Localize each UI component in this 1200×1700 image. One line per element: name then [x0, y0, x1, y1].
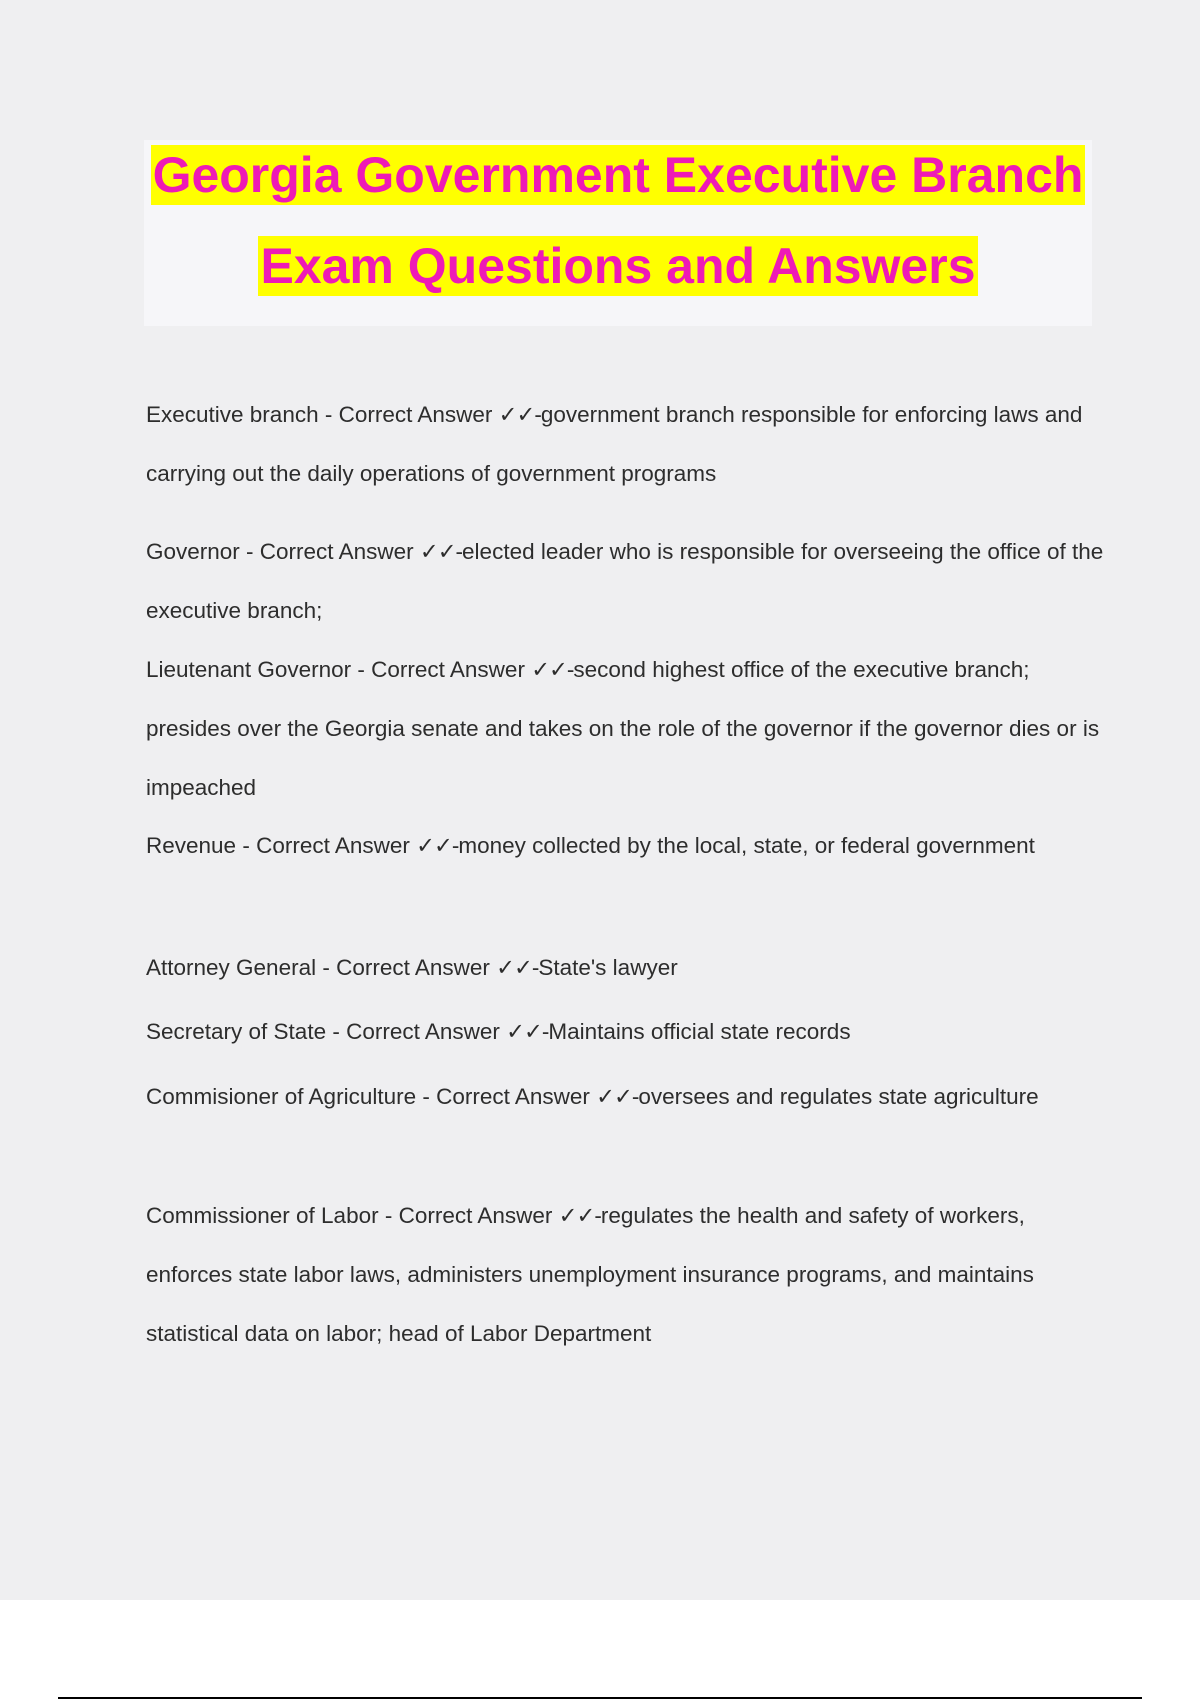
- qa-item-secretary-of-state: [146, 1002, 1106, 1061]
- double-check-icon: ✓✓-: [496, 955, 539, 980]
- correct-answer-label: - Correct Answer: [236, 833, 417, 858]
- qa-item-attorney-general: [146, 938, 1106, 997]
- qa-answer: government branch responsible for enforcing laws and carrying out the daily operations of government programs: [146, 402, 1083, 486]
- double-check-icon: ✓✓-: [416, 833, 459, 858]
- qa-answer: elected leader who is responsible for overseeing the office of the executive branch;: [146, 539, 1104, 623]
- qa-answer: Maintains official state records: [548, 1019, 851, 1044]
- double-check-icon: ✓✓-: [596, 1084, 639, 1109]
- qa-answer: oversees and regulates state agriculture: [638, 1084, 1039, 1109]
- footer-divider: [58, 1697, 1142, 1699]
- qa-term: Executive branch: [146, 402, 319, 427]
- qa-term: Commisioner of Agriculture: [146, 1084, 417, 1109]
- double-check-icon: ✓✓-: [558, 1203, 601, 1228]
- correct-answer-label: - Correct Answer: [318, 402, 499, 427]
- document-title-line-2: [144, 237, 1092, 295]
- qa-answer: money collected by the local, state, or federal government: [458, 833, 1035, 858]
- qa-term: Revenue: [146, 833, 237, 858]
- title-highlight-2: Exam Questions and Answers: [260, 238, 976, 294]
- title-block: [144, 140, 1092, 326]
- double-check-icon: ✓✓-: [506, 1019, 549, 1044]
- qa-item-lieutenant-governor: [146, 640, 1106, 817]
- double-check-icon: ✓✓-: [498, 402, 541, 427]
- qa-term: Secretary of State: [146, 1019, 327, 1044]
- correct-answer-label: - Correct Answer: [351, 657, 532, 682]
- qa-answer: State's lawyer: [538, 955, 678, 980]
- double-check-icon: ✓✓-: [531, 657, 574, 682]
- correct-answer-label: - Correct Answer: [378, 1203, 559, 1228]
- qa-term: Commissioner of Labor: [146, 1203, 379, 1228]
- qa-item-revenue: [146, 816, 1106, 875]
- qa-term: Governor: [146, 539, 240, 564]
- title-highlight-1: Georgia Government Executive Branch: [152, 147, 1084, 203]
- correct-answer-label: - Correct Answer: [416, 1084, 597, 1109]
- qa-item-commissioner-of-labor: [146, 1186, 1106, 1363]
- double-check-icon: ✓✓-: [419, 539, 463, 564]
- qa-item-executive-branch: [146, 385, 1106, 503]
- correct-answer-label: - Correct Answer: [316, 955, 497, 980]
- qa-term: Lieutenant Governor: [146, 657, 352, 682]
- document-title-line-1: [144, 146, 1092, 204]
- qa-item-commisioner-of-agriculture: [146, 1067, 1106, 1126]
- correct-answer-label: - Correct Answer: [326, 1019, 507, 1044]
- qa-answer: second highest office of the executive branch; presides over the Georgia senate and takes on the role of the governor if the governor dies or is impeached: [146, 657, 1100, 800]
- qa-answer: regulates the health and safety of workers, enforces state labor laws, administers unemployment insurance programs, and maintains statistical data on labor; head of Labor Department: [146, 1203, 1034, 1346]
- qa-term: Attorney General: [146, 955, 317, 980]
- qa-item-governor: [146, 522, 1106, 640]
- correct-answer-label: - Correct Answer: [239, 539, 420, 564]
